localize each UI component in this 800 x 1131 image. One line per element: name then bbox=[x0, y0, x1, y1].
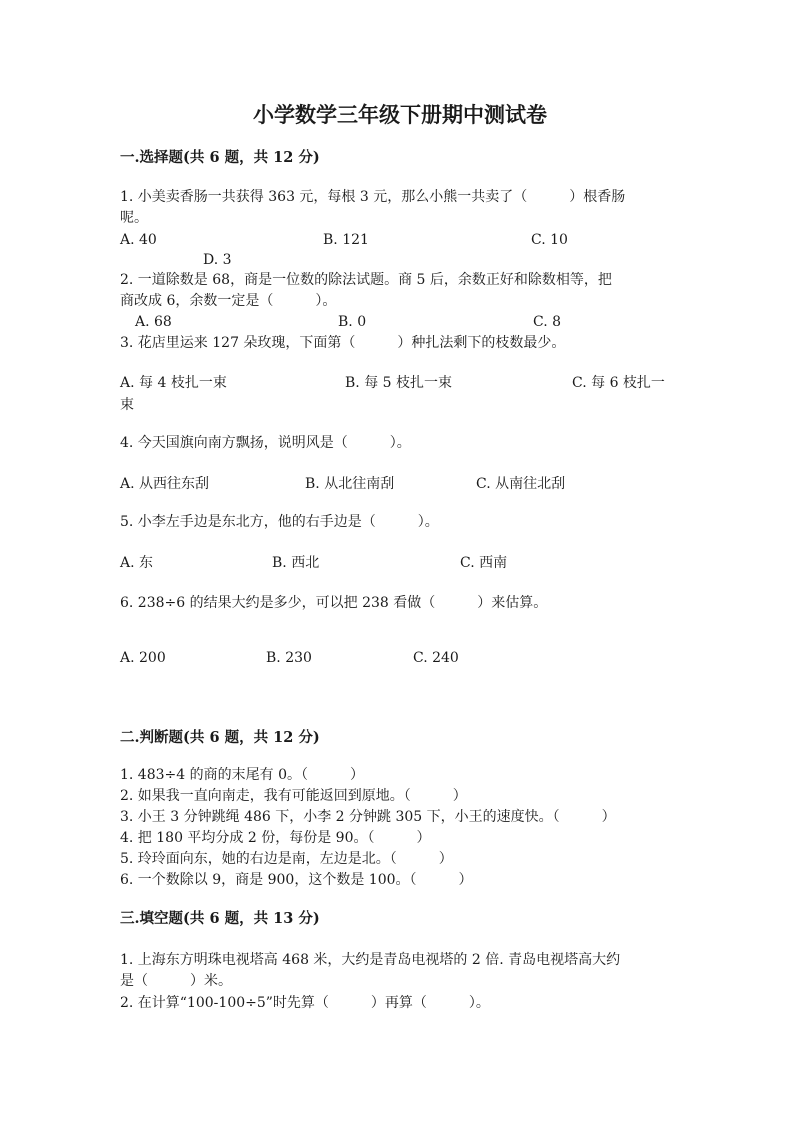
option-a: A. 从西往东刮 bbox=[120, 476, 210, 492]
option-c: C. 240 bbox=[413, 650, 459, 666]
option-b: B. 0 bbox=[338, 314, 367, 330]
question-stem-cont: 呢。 bbox=[120, 210, 148, 226]
option-c: C. 8 bbox=[533, 314, 562, 330]
option-c: C. 从南往北刮 bbox=[476, 476, 566, 492]
judge-item: 6. 一个数除以 9，商是 900，这个数是 100。（ ） bbox=[120, 872, 473, 888]
option-c: C. 西南 bbox=[460, 555, 508, 571]
question-stem: 6. 238÷6 的结果大约是多少，可以把 238 看做（ ）来估算。 bbox=[120, 595, 548, 611]
question-stem: 5. 小李左手边是东北方，他的右手边是（ ）。 bbox=[120, 514, 439, 530]
option-b: B. 230 bbox=[266, 650, 312, 666]
option-b: B. 西北 bbox=[272, 555, 320, 571]
question-stem: 4. 今天国旗向南方飘扬，说明风是（ ）。 bbox=[120, 435, 411, 451]
option-a: A. 东 bbox=[120, 555, 154, 571]
judge-item: 4. 把 180 平均分成 2 份，每份是 90。（ ） bbox=[120, 830, 431, 846]
option-a: A. 每 4 枝扎一束 bbox=[120, 375, 227, 391]
option-b: B. 每 5 枝扎一束 bbox=[345, 375, 452, 391]
judge-item: 1. 483÷4 的商的末尾有 0。（ ） bbox=[120, 767, 364, 783]
judge-item: 3. 小王 3 分钟跳绳 486 下，小李 2 分钟跳 305 下，小王的速度快。（ ） bbox=[120, 809, 616, 825]
option-c: C. 10 bbox=[531, 232, 568, 248]
option-b: B. 121 bbox=[323, 232, 369, 248]
question-stem: 1. 小美卖香肠一共获得 363 元，每根 3 元，那么小熊一共卖了（ ）根香肠 bbox=[120, 189, 626, 205]
option-a: A. 68 bbox=[135, 314, 172, 330]
page-title: 小学数学三年级下册期中测试卷 bbox=[253, 102, 547, 127]
question-stem-cont: 商改成 6，余数一定是（ ）。 bbox=[120, 293, 337, 309]
option-c: C. 每 6 枝扎一 bbox=[572, 375, 665, 391]
option-d: D. 3 bbox=[203, 252, 232, 268]
question-stem: 2. 一道除数是 68，商是一位数的除法试题。商 5 后，余数正好和除数相等，把 bbox=[120, 272, 612, 288]
section-heading-choice: 一.选择题(共 6 题，共 12 分) bbox=[120, 149, 320, 166]
option-cont: 束 bbox=[120, 397, 134, 413]
option-a: A. 40 bbox=[120, 232, 157, 248]
question-stem: 1. 上海东方明珠电视塔高 468 米，大约是青岛电视塔的 2 倍. 青岛电视塔高大约 bbox=[120, 952, 621, 968]
option-a: A. 200 bbox=[120, 650, 166, 666]
judge-item: 5. 玲玲面向东，她的右边是南，左边是北。（ ） bbox=[120, 851, 453, 867]
section-heading-fill: 三.填空题(共 6 题，共 13 分) bbox=[120, 910, 320, 927]
question-stem-cont: 是（ ）米。 bbox=[120, 973, 232, 989]
judge-item: 2. 如果我一直向南走，我有可能返回到原地。（ ） bbox=[120, 788, 467, 804]
option-b: B. 从北往南刮 bbox=[305, 476, 395, 492]
question-stem: 3. 花店里运来 127 朵玫瑰，下面第（ ）种扎法剩下的枝数最少。 bbox=[120, 335, 566, 351]
question-stem: 2. 在计算“100-100÷5”时先算（ ）再算（ ）。 bbox=[120, 995, 490, 1011]
section-heading-judge: 二.判断题(共 6 题，共 12 分) bbox=[120, 729, 320, 746]
